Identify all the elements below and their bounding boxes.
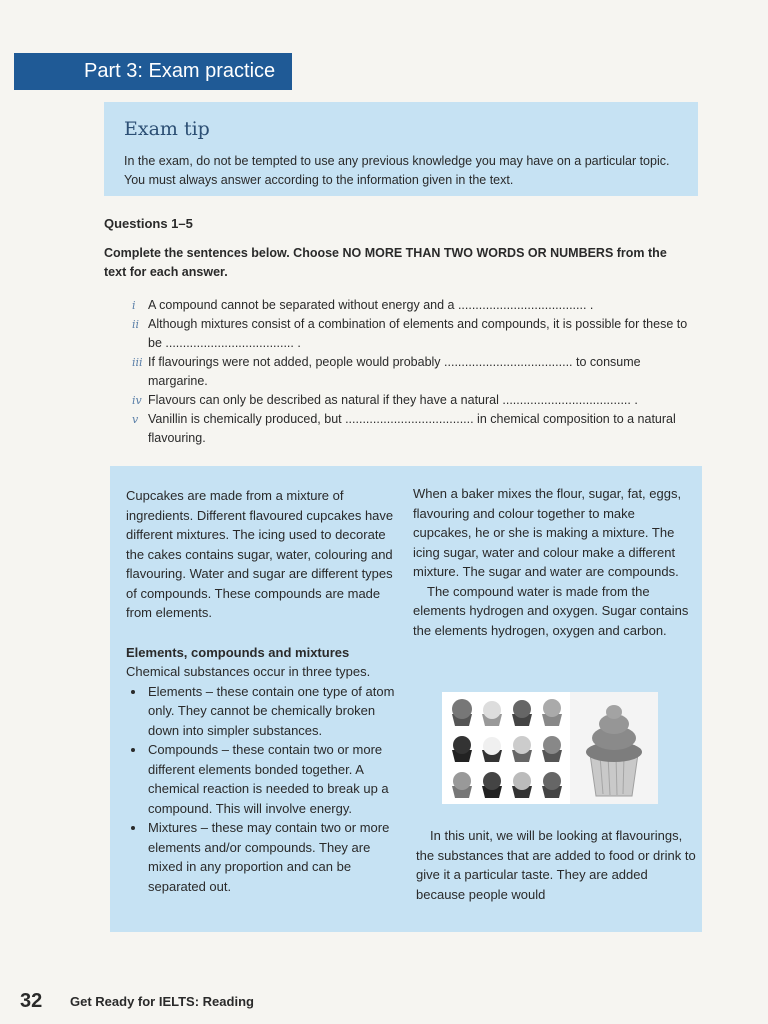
page-number: 32 <box>20 990 43 1012</box>
reading-paragraph: Chemical substances occur in three types. <box>126 664 371 679</box>
exam-tip-box <box>104 102 698 196</box>
reading-right-column <box>413 484 691 640</box>
question-text: Although mixtures consist of a combination of elements and compounds, it is possible for these to be ..................................... . <box>148 317 688 350</box>
question-text: Vanillin is chemically produced, but ..................................... in chemical composition to a natural flavouring. <box>148 412 676 445</box>
reading-subheading: Elements, compounds and mixtures <box>126 644 350 660</box>
questions-instructions: Complete the sentences below. Choose NO MORE THAN TWO WORDS OR NUMBERS from the text for each answer. <box>104 246 667 279</box>
reading-paragraph: In this unit, we will be looking at flavourings, the substances that are added to food or drink to give it a particular taste. They are added because people would <box>416 828 696 902</box>
reading-paragraph: When a baker mixes the flour, sugar, fat, eggs, flavouring and colour together to make cupcakes, he or she is making a mixture. The icing sugar, water and colour make a different mixture. The sugar and water are compounds. <box>413 486 682 579</box>
reading-paragraph: The compound water is made from the elements hydrogen and oxygen. Sugar contains the elements hydrogen, oxygen and carbon. <box>413 583 689 638</box>
question-item <box>128 315 698 353</box>
questions-list <box>128 296 698 448</box>
bullet-item: • Compounds – these contain two or more different elements bonded together. A chemical reaction is needed to break up a compound. This will involve energy. <box>146 740 401 818</box>
question-number: v <box>132 413 139 426</box>
question-item <box>128 391 698 410</box>
question-number: ii <box>132 318 140 331</box>
questions-heading: Questions 1–5 <box>104 216 193 231</box>
part-title-banner: Part 3: Exam practice <box>14 53 292 90</box>
cupcake-photo-illustration <box>442 692 658 804</box>
question-number: iii <box>132 356 143 369</box>
cupcake-images <box>442 692 658 804</box>
reading-paragraph: Cupcakes are made from a mixture of ingredients. Different flavoured cupcakes have different mixtures. The icing used to decorate the cakes contains sugar, water, colouring and flavouring. Water and sugar are different types of compounds. These compounds are made from elements. <box>126 488 394 620</box>
bullet-item: • Mixtures – these may contain two or more elements and/or compounds. They are mixed in any proportion and can be separated out. <box>146 818 401 896</box>
large-cupcake <box>570 692 658 804</box>
question-item <box>128 410 698 448</box>
question-number: iv <box>132 394 142 407</box>
question-item <box>128 296 698 315</box>
question-text: Flavours can only be described as natural if they have a natural ..................................... . <box>148 393 638 407</box>
reading-left-column <box>126 486 401 896</box>
exam-tip-title: Exam tip <box>124 118 210 140</box>
book-title: Get Ready for IELTS: Reading <box>70 994 254 1009</box>
question-text: If flavourings were not added, people would probably ..................................... to consume margarine. <box>148 355 641 388</box>
question-text: A compound cannot be separated without energy and a ..................................... . <box>148 298 594 312</box>
question-item <box>128 353 698 391</box>
exam-tip-text: In the exam, do not be tempted to use any previous knowledge you may have on a particular topic. You must always answer according to the information given in the text. <box>124 154 670 187</box>
types-bullet-list <box>126 682 401 897</box>
question-number: i <box>132 299 136 312</box>
reading-bottom-right <box>416 826 696 904</box>
bullet-item: • Elements – these contain one type of atom only. They cannot be chemically broken down into simpler substances. <box>146 682 401 741</box>
